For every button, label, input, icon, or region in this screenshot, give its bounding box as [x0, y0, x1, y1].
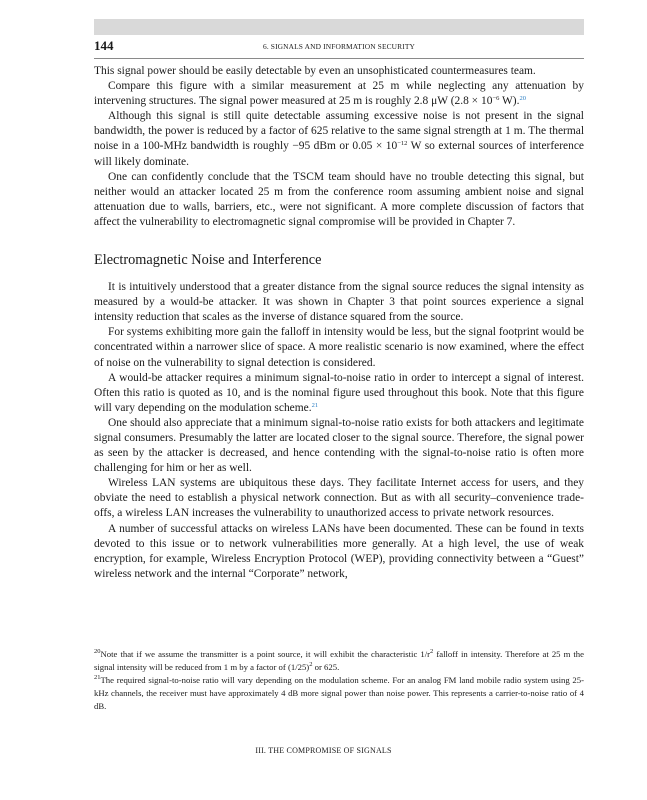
paragraph: For systems exhibiting more gain the falloff in intensity would be less, but the signal footprint would be concentrated within a narrower slice of space. A more realistic scenario is now examined, where the effect of noise on the vulnerability to signal detection is considered.	[94, 326, 584, 369]
paragraph: Although this signal is still quite detectable assuming excessive noise is not present in the signal bandwidth, the power is reduced by a factor of 625 relative to the same signal strength at 1 m. The thermal noise in a 100-MHz bandwidth is roughly −95 dBm or $0.05 \times 10^{-12}$ W so external sources of interference will likely dominate.	[94, 110, 584, 168]
paragraph: A number of successful attacks on wireless LANs have been documented. These can be found in texts devoted to this issue or to network vulnerabilities more generally. At a high level, the use of weak encryption, for example, Wireless Encryption Protocol (WEP), providing connectivity between a “Guest” wireless network and the internal “Corporate” network,	[94, 522, 584, 580]
footnote-ref[interactable]: 20	[519, 95, 526, 103]
top-bar	[94, 19, 584, 35]
page-header	[94, 38, 584, 59]
body-text	[94, 64, 584, 582]
footnote-21: $^{21}$The required signal-to-noise ratio will vary depending on the modulation scheme. For an analog FM land mobile radio system using 25-kHz channels, the receiver must have approximately 4 dB more signal power than noise power. This represents a carrier-to-noise ratio of 4 dB.	[94, 674, 584, 712]
paragraph: It is intuitively understood that a greater distance from the signal source reduces the signal intensity as measured by a would-be attacker. It was shown in Chapter 3 that point sources experience a signal intensity reduction that scales as the inverse of distance squared from the source.	[94, 281, 584, 324]
section-heading: Electromagnetic Noise and Interference	[94, 252, 322, 269]
paragraph: One should also appreciate that a minimum signal-to-noise ratio exists for both attackers and legitimate signal consumers. Presumably the latter are located closer to the signal source. Therefore, the signal power as seen by the attacker is decreased, and hence contending with the signal-to-noise ratio is often more challenging for him or her as well.	[94, 416, 584, 475]
paragraph: Compare this figure with a similar measurement at 25 m while neglecting any attenuation by intervening structures. The signal power measured at 25 m is roughly 2.8 μW ($2.8 \times 10^{-6}$ W).$^{20}$	[94, 80, 584, 108]
paragraph: This signal power should be easily detectable by even an unsophisticated countermeasures team.	[94, 65, 536, 77]
page-footer: III. THE COMPROMISE OF SIGNALS	[255, 746, 392, 755]
footnote-20: $^{20}$Note that if we assume the transmitter is a point source, it will exhibit the characteristic $1/r^2$ falloff in intensity. Therefore at 25 m the signal intensity will be reduced from 1 m by a factor of $(1/25)^2$ or 625.	[94, 648, 585, 673]
footnotes	[94, 648, 584, 713]
paragraph: Wireless LAN systems are ubiquitous these days. They facilitate Internet access for users, and they obviate the need to establish a physical network connection. But as with all security–convenience trade-offs, a wireless LAN increases the vulnerability to unauthorized access to private network resources.	[94, 477, 584, 520]
page-number: 144	[94, 38, 114, 53]
footnote-ref[interactable]: 21	[311, 401, 319, 409]
paragraph: A would-be attacker requires a minimum signal-to-noise ratio in order to intercept a signal of interest. Often this ratio is quoted as 10, and is the nominal figure used throughout this book. Note that this figure will vary depending on the modulation scheme.$^{21}$	[94, 371, 584, 414]
running-head: 6. SIGNALS AND INFORMATION SECURITY	[262, 42, 416, 51]
paragraph: One can confidently conclude that the TSCM team should have no trouble detecting this signal, but neither would an attacker located 25 m from the conference room assuming ambient noise and signal attenuation due to walls, barriers, etc., were not significant. A more complete discussion of factors that affect the vulnerability to electromagnetic signal compromise will be provided in Chapter 7.	[94, 170, 584, 228]
